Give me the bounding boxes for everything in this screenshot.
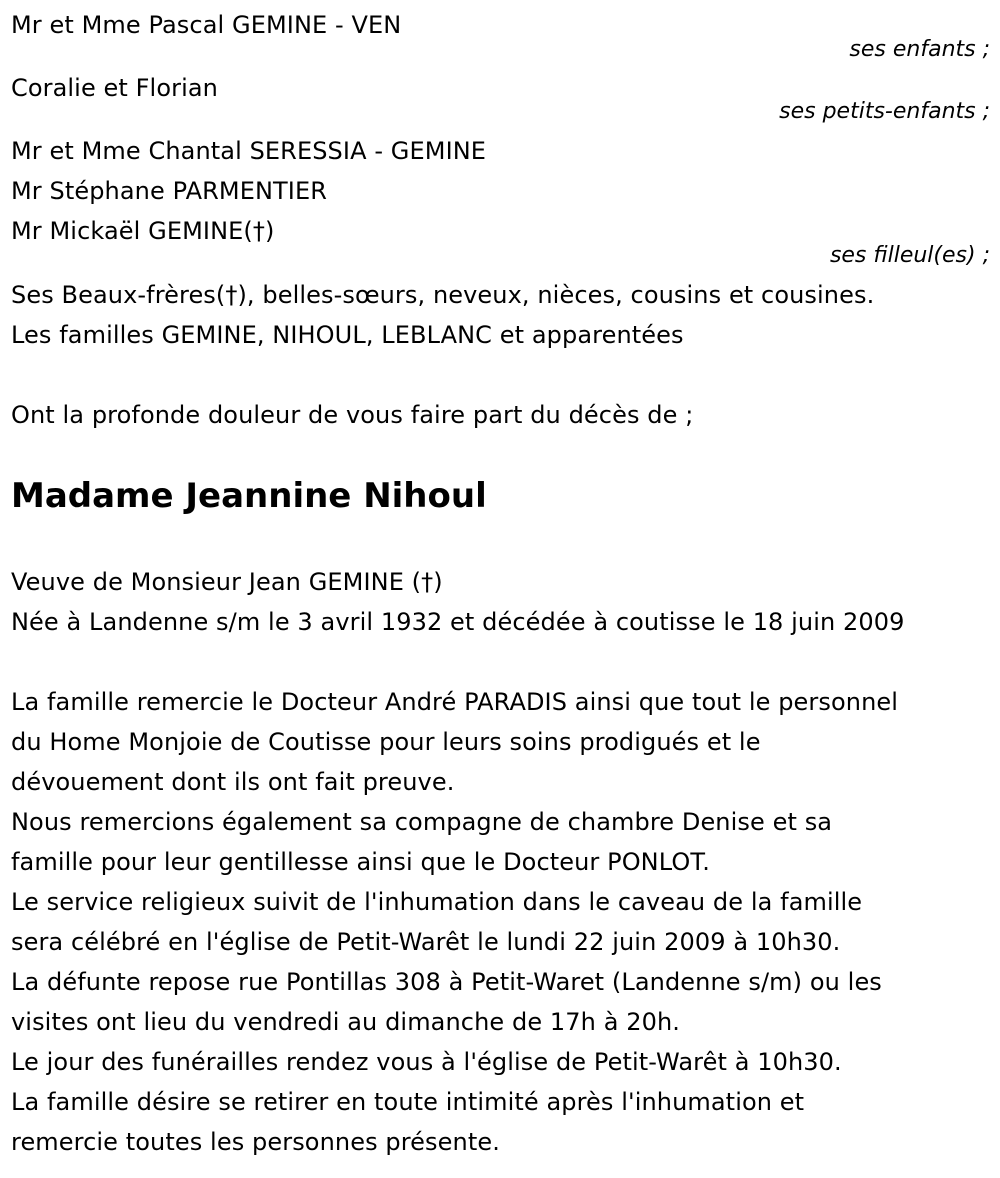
body-line: La famille désire se retirer en toute intimité après l'inhumation et bbox=[11, 1088, 805, 1116]
godchild-line: Mr Stéphane PARMENTIER bbox=[11, 177, 328, 205]
body-line: remercie toutes les personnes présente. bbox=[11, 1128, 500, 1156]
body-line: sera célébré en l'église de Petit-Warêt le lundi 22 juin 2009 à 10h30. bbox=[11, 928, 841, 956]
godchild-line: Mr Mickaël GEMINE(†) bbox=[11, 217, 275, 245]
deceased-name: Madame Jeannine Nihoul bbox=[11, 476, 487, 516]
body-line: Le jour des funérailles rendez vous à l'église de Petit-Warêt à 10h30. bbox=[11, 1048, 842, 1076]
birth-death: Née à Landenne s/m le 3 avril 1932 et décédée à coutisse le 18 juin 2009 bbox=[11, 608, 905, 636]
announcement-text: Ont la profonde douleur de vous faire part du décès de ; bbox=[11, 401, 694, 429]
body-line: La famille remercie le Docteur André PARADIS ainsi que tout le personnel bbox=[11, 688, 899, 716]
godchildren-role: ses filleul(es) ; bbox=[829, 243, 990, 268]
body-line: La défunte repose rue Pontillas 308 à Petit-Waret (Landenne s/m) ou les bbox=[11, 968, 882, 996]
body-line: Le service religieux suivit de l'inhumation dans le caveau de la famille bbox=[11, 888, 863, 916]
body-line: Nous remercions également sa compagne de chambre Denise et sa bbox=[11, 808, 833, 836]
relatives-line: Les familles GEMINE, NIHOUL, LEBLANC et apparentées bbox=[11, 321, 684, 349]
children-names: Mr et Mme Pascal GEMINE - VEN bbox=[11, 11, 402, 39]
body-line: visites ont lieu du vendredi au dimanche de 17h à 20h. bbox=[11, 1008, 681, 1036]
grandchildren-names: Coralie et Florian bbox=[11, 74, 218, 102]
children-role: ses enfants ; bbox=[849, 37, 990, 62]
grandchildren-role: ses petits-enfants ; bbox=[779, 99, 990, 124]
godchild-line: Mr et Mme Chantal SERESSIA - GEMINE bbox=[11, 137, 487, 165]
body-line: du Home Monjoie de Coutisse pour leurs soins prodigués et le bbox=[11, 728, 761, 756]
body-line: dévouement dont ils ont fait preuve. bbox=[11, 768, 455, 796]
body-line: famille pour leur gentillesse ainsi que le Docteur PONLOT. bbox=[11, 848, 710, 876]
widow-of: Veuve de Monsieur Jean GEMINE (†) bbox=[11, 568, 443, 596]
relatives-line: Ses Beaux-frères(†), belles-sœurs, neveux, nièces, cousins et cousines. bbox=[11, 281, 875, 309]
